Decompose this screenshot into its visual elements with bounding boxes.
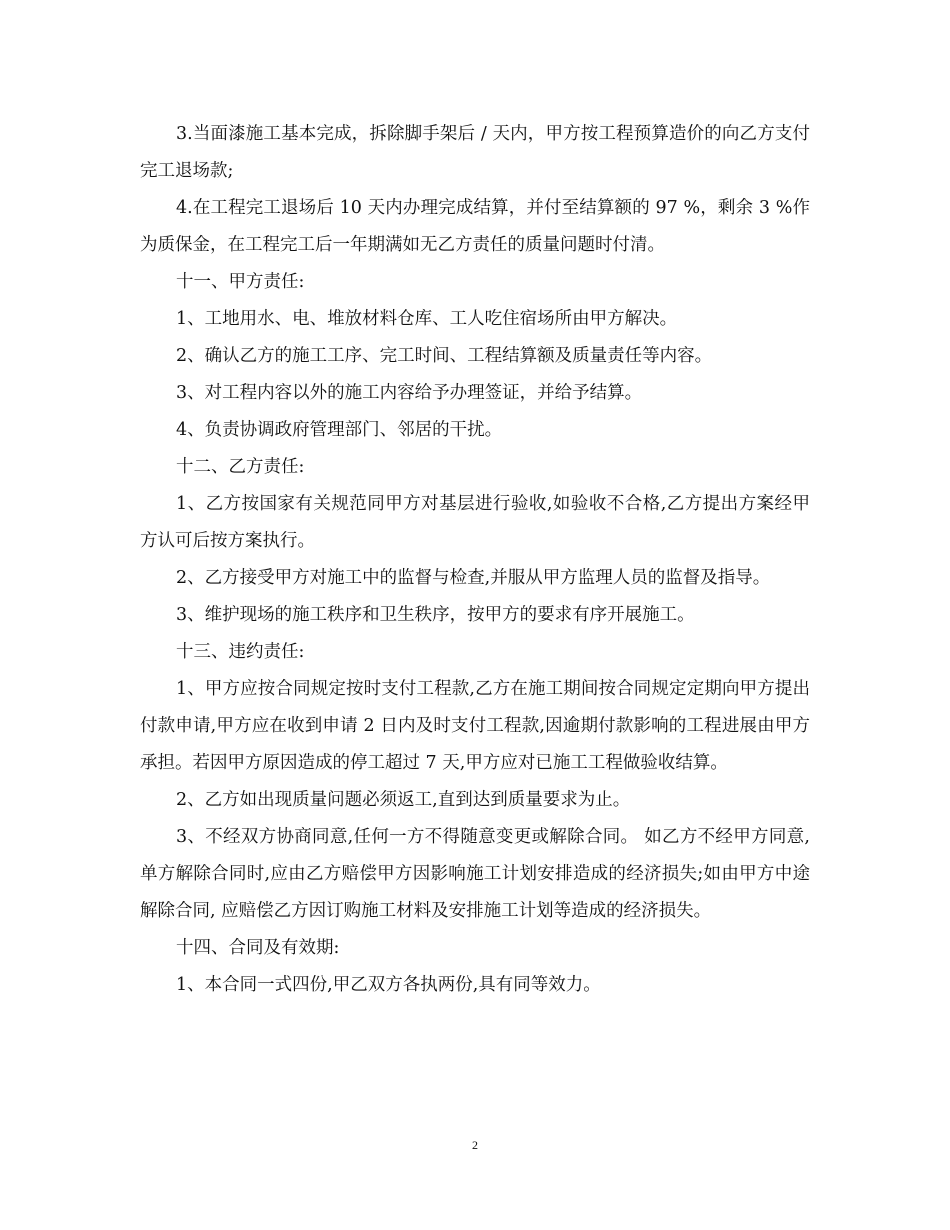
paragraph-party-a-duty-2: 2、确认乙方的施工工序、完工时间、工程结算额及质量责任等内容。 (176, 346, 713, 366)
paragraph-breach-1: 1、甲方应按合同规定按时支付工程款,乙方在施工期间按合同规定定期向甲方提出付款申请,甲方应在收到申请 2 日内及时支付工程款,因逾期付款影响的工程进展由甲方承担。若因甲方原因造成的停工超过 7 天,甲方应对已施工工程做验收结算。 (140, 679, 810, 773)
paragraph-party-a-duty-4: 4、负责协调政府管理部门、邻居的干扰。 (176, 420, 503, 440)
section-heading-party-a-duties: 十一、甲方责任: (176, 272, 305, 292)
paragraph-party-b-duty-3: 3、维护现场的施工秩序和卫生秩序，按甲方的要求有序开展施工。 (176, 605, 695, 625)
paragraph-party-a-duty-3: 3、对工程内容以外的施工内容给予办理签证，并给予结算。 (176, 383, 643, 403)
page-number: 2 (472, 1138, 478, 1152)
paragraph-breach-2: 2、乙方如出现质量问题必须返工,直到达到质量要求为止。 (176, 790, 631, 810)
section-heading-party-b-duties: 十二、乙方责任: (176, 457, 305, 477)
paragraph-settlement: 4.在工程完工退场后 10 天内办理完成结算，并付至结算额的 97 %，剩余 3 %作为质保金，在工程完工后一年期满如无乙方责任的质量问题时付清。 (140, 198, 810, 255)
paragraph-completion-payment: 3.当面漆施工基本完成，拆除脚手架后 / 天内，甲方按工程预算造价的向乙方支付完工退场款; (140, 124, 810, 181)
paragraph-party-b-duty-2: 2、乙方接受甲方对施工中的监督与检查,并服从甲方监理人员的监督及指导。 (176, 568, 771, 588)
paragraph-breach-3: 3、不经双方协商同意,任何一方不得随意变更或解除合同。 如乙方不经甲方同意,单方解除合同时,应由乙方赔偿甲方因影响施工计划安排造成的经济损失;如由甲方中途解除合同, 应赔偿乙方因订购施工材料及安排施工计划等造成的经济损失。 (140, 827, 810, 921)
section-heading-breach: 十三、违约责任: (176, 642, 305, 662)
paragraph-validity-1: 1、本合同一式四份,甲乙双方各执两份,具有同等效力。 (176, 975, 601, 995)
paragraph-party-a-duty-1: 1、工地用水、电、堆放材料仓库、工人吃住宿场所由甲方解决。 (176, 309, 678, 329)
section-heading-contract-validity: 十四、合同及有效期: (176, 938, 340, 958)
paragraph-party-b-duty-1: 1、乙方按国家有关规范同甲方对基层进行验收,如验收不合格,乙方提出方案经甲方认可后按方案执行。 (140, 494, 810, 551)
document-body (140, 116, 810, 1004)
